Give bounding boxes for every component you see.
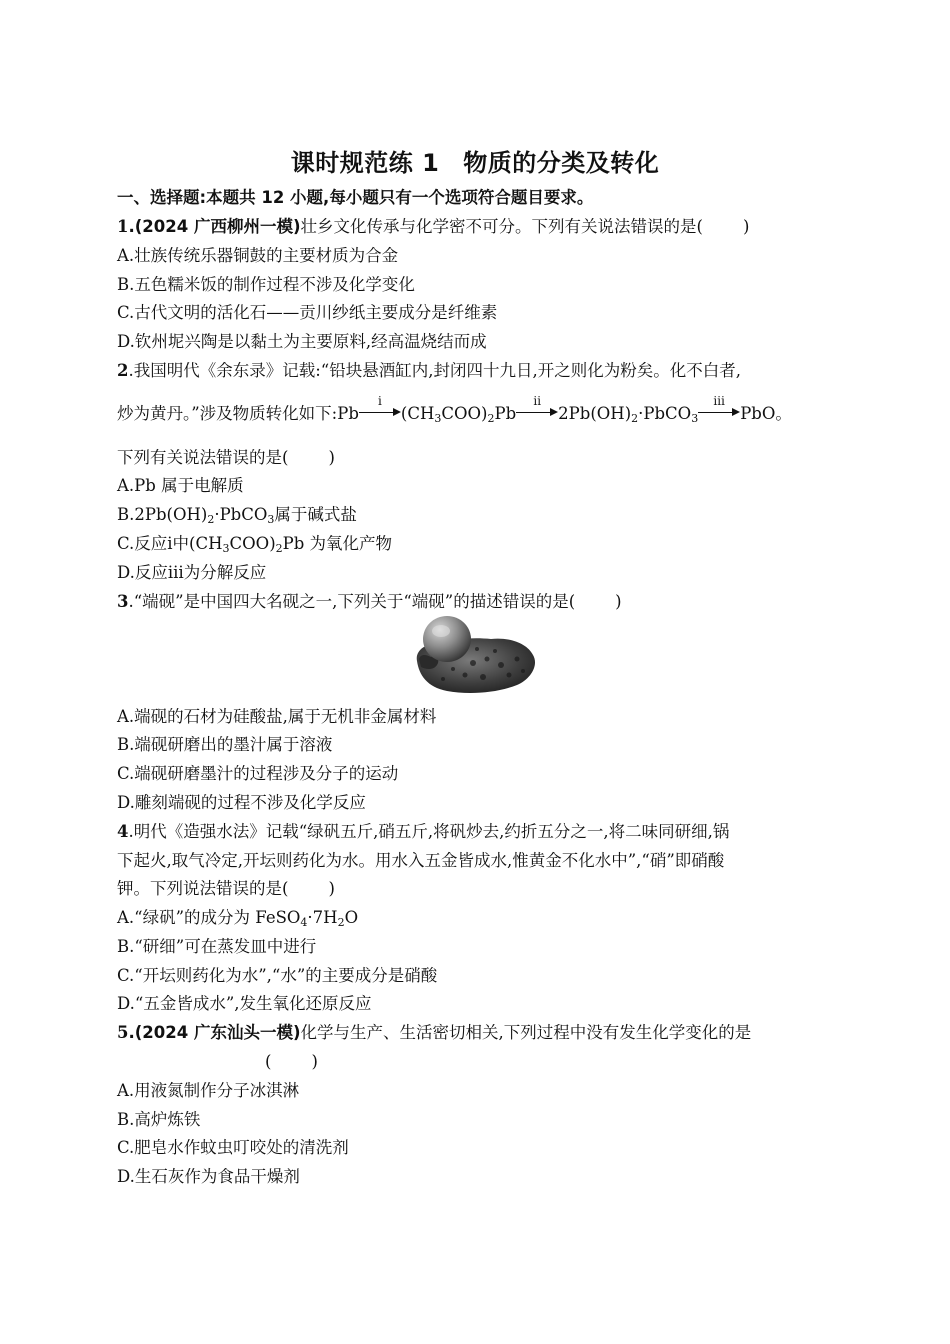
reaction-arrow-ii: ⅱ [516,401,558,421]
reaction-arrow-iii: ⅲ [698,401,740,421]
q3-option-b: B.端砚研磨出的墨汁属于溶液 [117,735,333,754]
q4-option-c: C.“开坛则药化为水”,“水”的主要成分是硝酸 [117,966,438,985]
q4-option-a: A.“绿矾”的成分为 $FeSO_4\cdot 7H_2O$ [117,908,359,929]
q4-option-b: B.“研细”可在蒸发皿中进行 [117,937,317,956]
q2-stem-line1: 2.我国明代《余东录》记载:“铅块悬酒缸内,封闭四十九日,开之则化为粉矣。化不白者, [117,361,741,380]
q3-option-d: D.雕刻端砚的过程不涉及化学反应 [117,793,366,812]
q2-option-b: $B.2Pb(OH)_2\cdot PbCO_3$属于碱式盐 [117,505,357,526]
q2-stem-line3: 下列有关说法错误的是( ) [117,448,335,467]
q2-option-d: D.反应ⅲ为分解反应 [117,563,267,582]
title-lesson: 课时规范练 1 [290,149,440,177]
q2-reaction-line: 炒为黄丹。”涉及物质转化如下:Pb ⅰ $(CH_3COO)_2Pb$ ⅱ $2Pb(OH)_2\cdot PbCO_3$ ⅲ PbO。 [117,394,792,425]
duan-inkstone-image [413,613,539,697]
q5-option-b: B.高炉炼铁 [117,1110,201,1129]
page-title [0,143,950,178]
q5-option-d: D.生石灰作为食品干燥剂 [117,1167,300,1186]
section-heading: 一、选择题:本题共 12 小题,每小题只有一个选项符合题目要求。 [117,188,594,207]
q4-stem-line3: 钾。下列说法错误的是( ) [117,879,335,898]
q5-option-a: A.用液氮制作分子冰淇淋 [117,1081,300,1100]
q3-option-a: A.端砚的石材为硅酸盐,属于无机非金属材料 [117,707,437,726]
q4-stem-line2: 下起火,取气冷定,开坛则药化为水。用水入五金皆成水,惟黄金不化水中”,“硝”即硝酸 [117,851,725,870]
q2-option-c: C.反应ⅰ中$(CH_3COO)_2Pb$ 为氧化产物 [117,534,393,555]
q1-option-b: B.五色糯米饭的制作过程不涉及化学变化 [117,275,415,294]
q1-option-c: C.古代文明的活化石——贡川纱纸主要成分是纤维素 [117,303,498,322]
q1-option-a: A.壮族传统乐器铜鼓的主要材质为合金 [117,246,399,265]
q5-stem: 5.(2024 广东汕头一模)化学与生产、生活密切相关,下列过程中没有发生化学变化的是 [117,1023,752,1042]
q2-option-a: A.Pb 属于电解质 [117,476,244,495]
q3-option-c: C.端砚研磨墨汁的过程涉及分子的运动 [117,764,399,783]
q5-answer-paren: ( ) [265,1052,318,1071]
q5-option-c: C.肥皂水作蚊虫叮咬处的清洗剂 [117,1138,349,1157]
title-topic: 物质的分类及转化 [463,149,660,177]
q4-option-d: D.“五金皆成水”,发生氧化还原反应 [117,994,372,1013]
q1-option-d: D.钦州坭兴陶是以黏土为主要原料,经高温烧结而成 [117,332,487,351]
q4-stem-line1: 4.明代《造强水法》记载“绿矾五斤,硝五斤,将矾炒去,约折五分之一,将二味同研细,锅 [117,822,730,841]
q1-stem: 1.(2024 广西柳州一模)壮乡文化传承与化学密不可分。下列有关说法错误的是( ) [117,217,750,236]
q3-stem: 3.“端砚”是中国四大名砚之一,下列关于“端砚”的描述错误的是( ) [117,592,622,611]
reaction-arrow-i: ⅰ [359,401,401,421]
